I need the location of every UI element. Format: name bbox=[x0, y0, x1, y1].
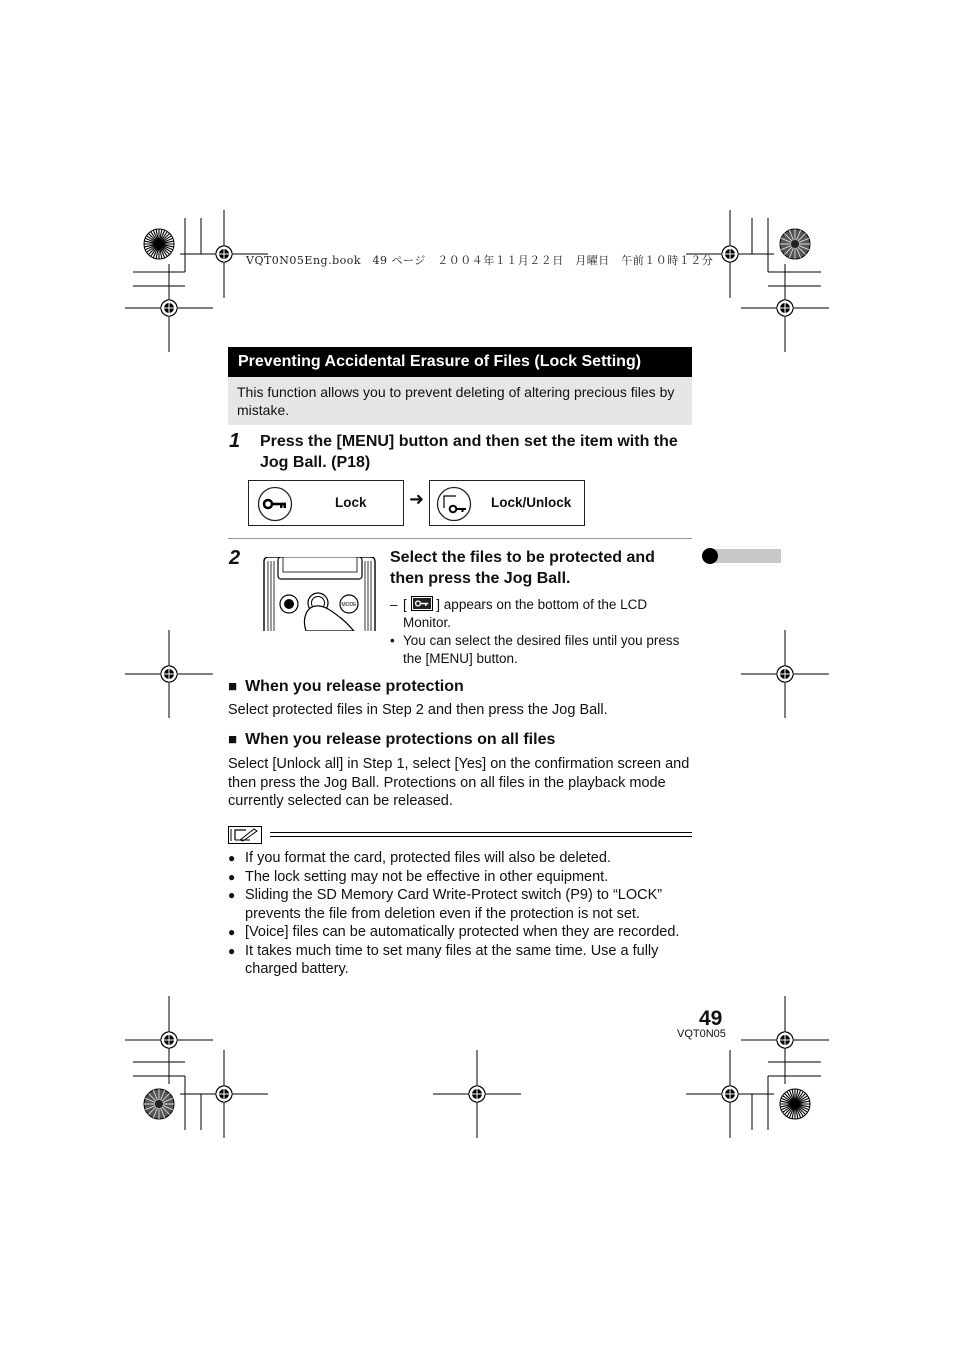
menu-item-lock bbox=[248, 480, 404, 526]
bullet-text-before: [ bbox=[403, 597, 407, 612]
note-text: The lock setting may not be effective in other equipment. bbox=[245, 868, 609, 885]
document-code: VQT0N05 bbox=[677, 1028, 726, 1040]
bullet-marker: • bbox=[390, 633, 395, 648]
list-item bbox=[228, 886, 698, 923]
lock-indicator-icon bbox=[411, 596, 433, 611]
arrow-icon: ➜ bbox=[409, 489, 425, 509]
lock-key-icon bbox=[257, 486, 293, 522]
list-item bbox=[228, 849, 698, 868]
page-number: 49 bbox=[699, 1007, 723, 1030]
step-2-bullets bbox=[390, 596, 690, 668]
list-item bbox=[228, 923, 698, 942]
list-item bbox=[390, 596, 690, 632]
list-item bbox=[228, 868, 698, 887]
square-marker: ■ bbox=[228, 678, 238, 695]
note-text: [Voice] files can be automatically protected when they are recorded. bbox=[245, 924, 680, 940]
list-item bbox=[228, 942, 698, 979]
release-all-body: Select [Unlock all] in Step 1, select [Yes] on the confirmation screen and then press the Jog Ball. Protections on all files in the playback mode currently selected can be released. bbox=[228, 756, 690, 809]
release-heading bbox=[228, 678, 464, 696]
device-illustration bbox=[262, 557, 378, 631]
section-tab bbox=[712, 549, 781, 563]
section-title: Preventing Accidental Erasure of Files (Lock Setting) bbox=[228, 347, 692, 377]
bullet-marker: ● bbox=[228, 925, 236, 939]
menu-label-lock-unlock: Lock/Unlock bbox=[491, 495, 572, 510]
lock-unlock-icon bbox=[436, 486, 472, 522]
print-header: VQT0N05Eng.book 49 ページ ２００４年１１月２２日 月曜日 午前１０時１２分 bbox=[246, 254, 714, 267]
bullet-marker: ● bbox=[228, 888, 236, 902]
bullet-marker: ● bbox=[228, 943, 236, 958]
release-heading-text: When you release protection bbox=[245, 678, 464, 695]
menu-item-lock-unlock bbox=[429, 480, 585, 526]
bullet-marker: ● bbox=[228, 869, 236, 884]
note-rule-bottom bbox=[270, 836, 692, 837]
bullet-text: You can select the desired files until you press the [MENU] button. bbox=[403, 633, 680, 666]
release-body: Select protected files in Step 2 and then press the Jog Ball. bbox=[228, 702, 608, 718]
square-marker: ■ bbox=[228, 731, 238, 748]
notes-list bbox=[228, 849, 698, 979]
dash-marker: – bbox=[390, 597, 398, 612]
section-tab-dot bbox=[702, 548, 718, 564]
bullet-marker: ● bbox=[228, 851, 236, 865]
release-all-heading-text: When you release protections on all files bbox=[245, 731, 556, 748]
note-rule-top bbox=[270, 832, 692, 833]
step-1-number: 1 bbox=[229, 430, 241, 452]
step-2-text: Select the files to be protected and then press the Jog Ball. bbox=[390, 549, 655, 587]
note-pencil-icon bbox=[228, 826, 262, 844]
step-1-text: Press the [MENU] button and then set the item with the Jog Ball. (P18) bbox=[260, 433, 678, 471]
menu-label-lock: Lock bbox=[335, 495, 367, 510]
note-text: If you format the card, protected files will also be deleted. bbox=[245, 850, 611, 866]
intro-text: This function allows you to prevent deleting of altering precious files by mistake. bbox=[228, 377, 692, 425]
step-2-number: 2 bbox=[229, 547, 241, 569]
note-text: It takes much time to set many files at the same time. Use a fully charged battery. bbox=[245, 942, 659, 977]
mode-button-label: MODE bbox=[341, 602, 357, 608]
bullet-text-after: ] appears on the bottom of the LCD Monitor. bbox=[403, 597, 648, 630]
release-all-heading bbox=[228, 731, 555, 749]
separator bbox=[228, 538, 692, 539]
list-item bbox=[390, 632, 690, 668]
note-text: Sliding the SD Memory Card Write-Protect switch (P9) to “LOCK” prevents the file from deletion even if the protection is not set. bbox=[245, 887, 663, 922]
